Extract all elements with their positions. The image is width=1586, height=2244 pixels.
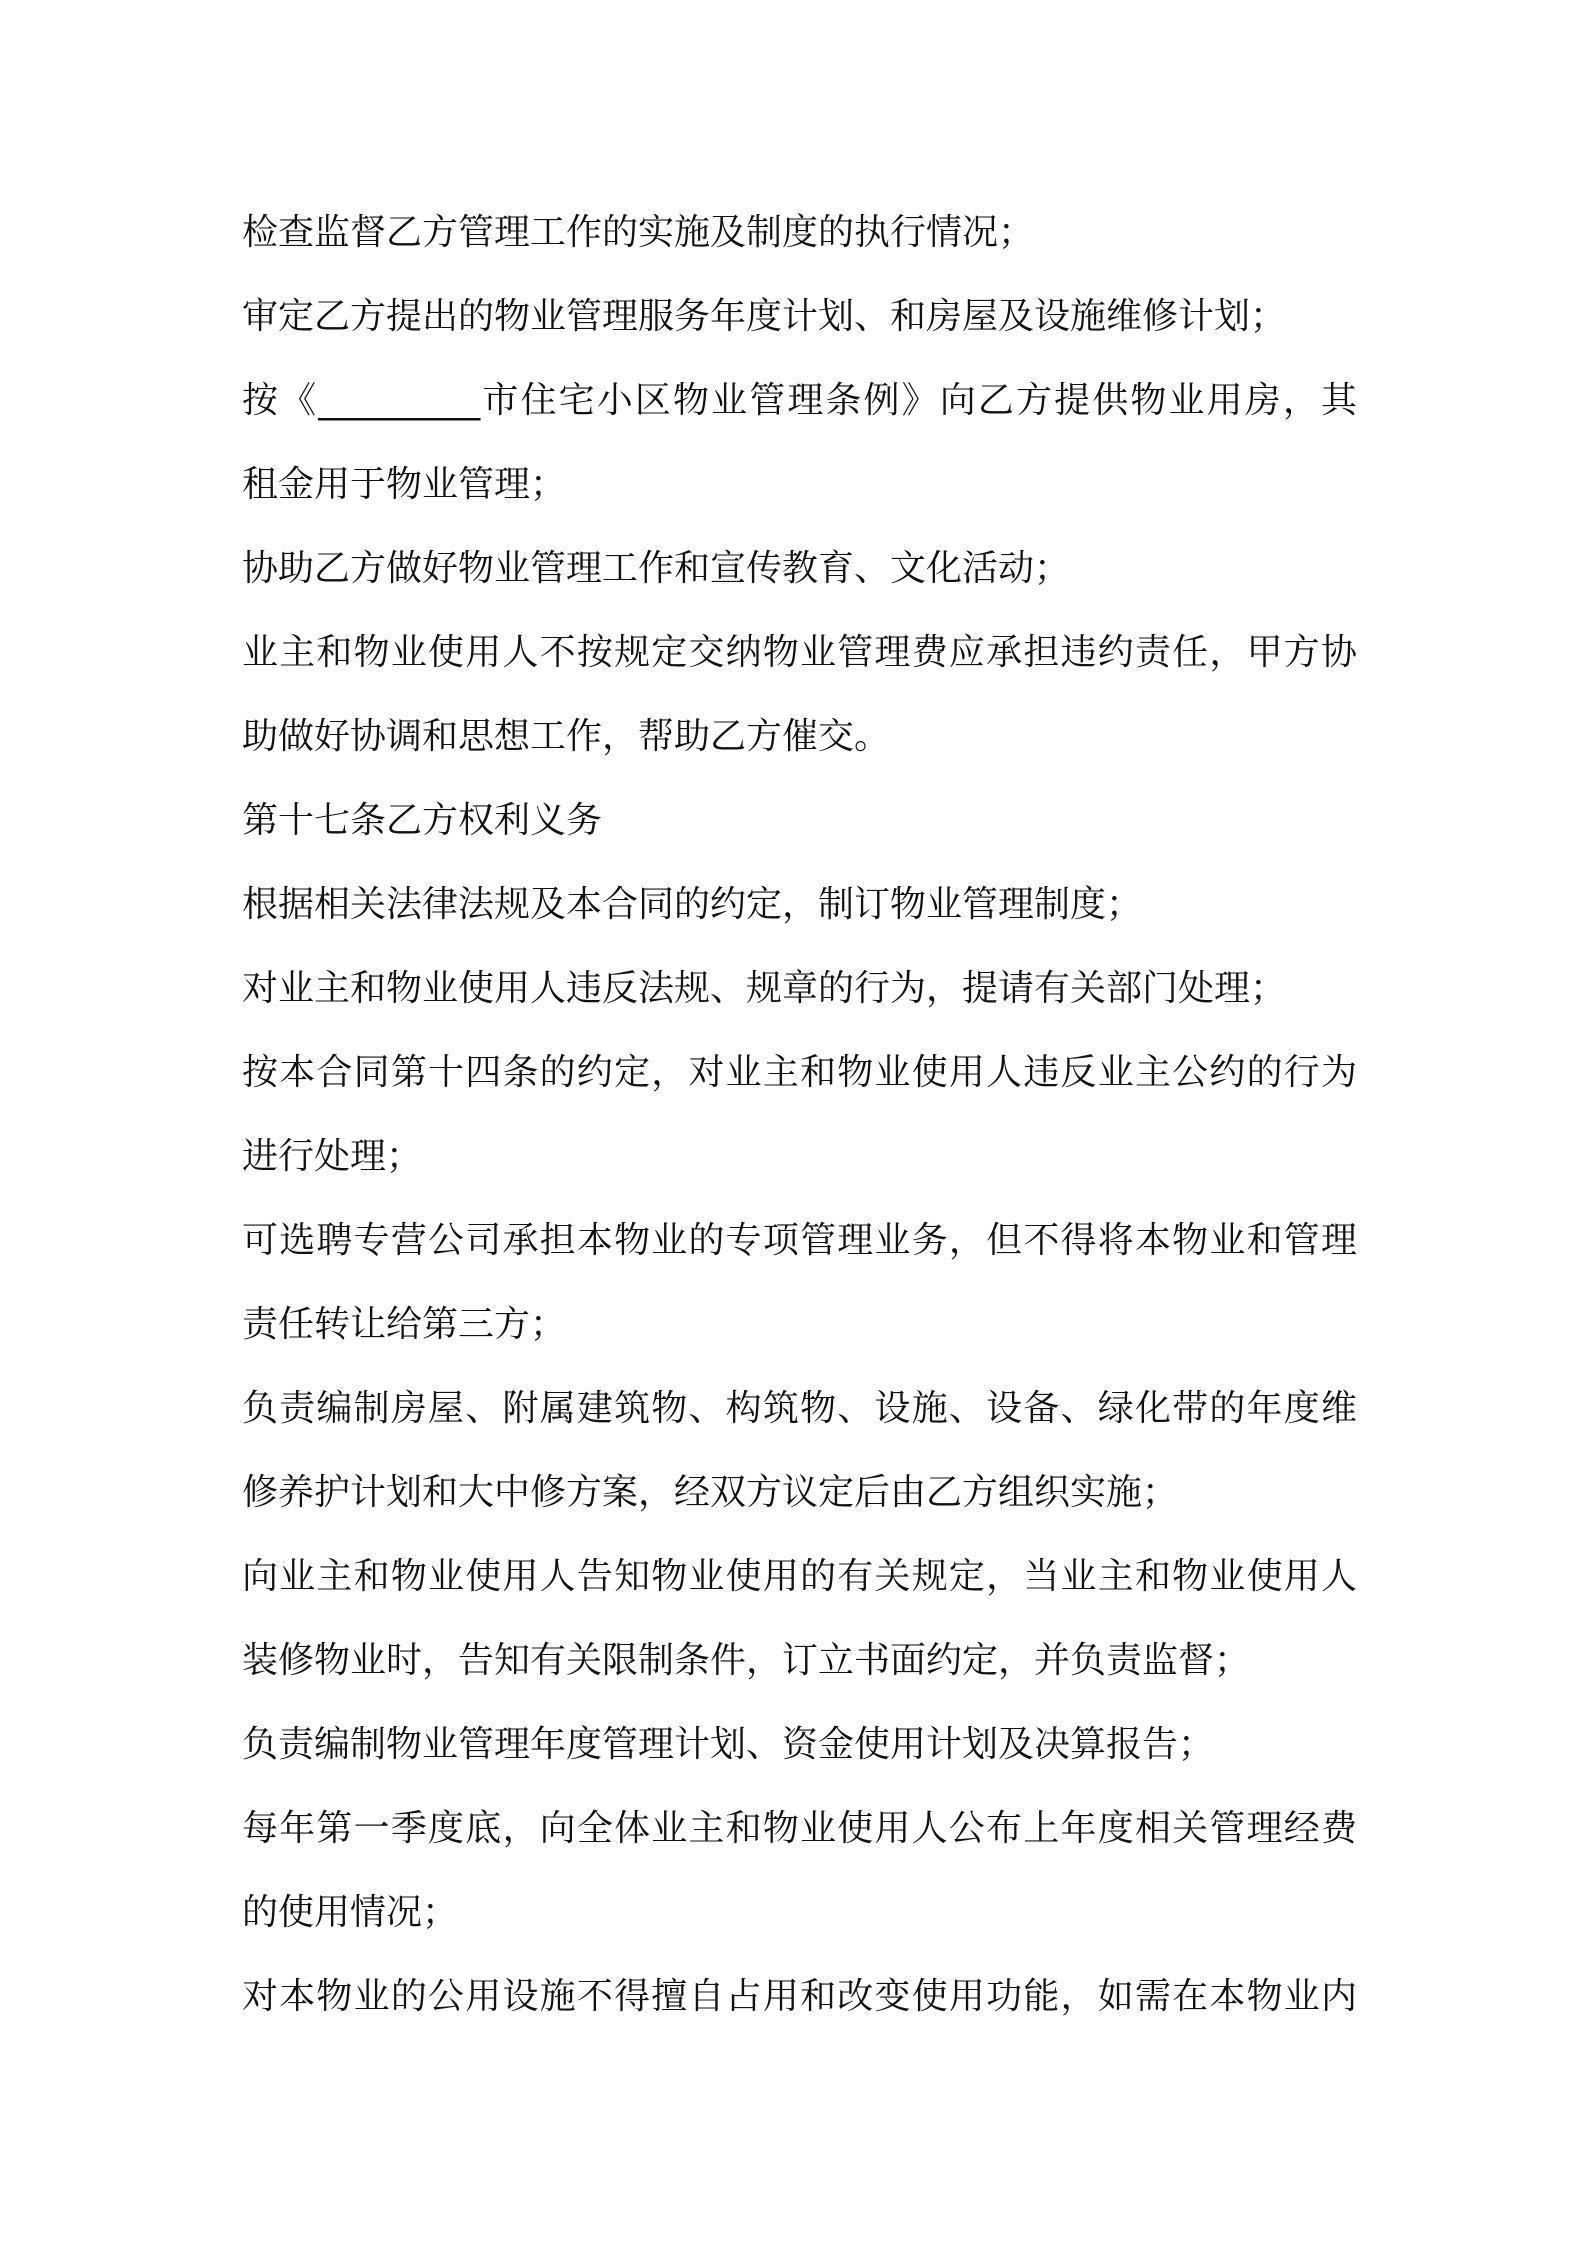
text-line: 责任转让给第三方； (242, 1304, 567, 1345)
text-line: 向业主和物业使用人告知物业使用的有关规定，当业主和物业使用人 (242, 1556, 1357, 1597)
text-line: 的使用情况； (242, 1892, 459, 1933)
text-line: 修养护计划和大中修方案，经双方议定后由乙方组织实施； (242, 1472, 1179, 1513)
text-line: 检查监督乙方管理工作的实施及制度的执行情况； (242, 212, 1035, 253)
text-line: 对业主和物业使用人违反法规、规章的行为，提请有关部门处理； (242, 968, 1287, 1009)
text-line: 进行处理； (242, 1136, 423, 1177)
text-line: 协助乙方做好物业管理工作和宣传教育、文化活动； (242, 548, 1071, 589)
text-line: 负责编制物业管理年度管理计划、资金使用计划及决算报告； (242, 1724, 1215, 1765)
text-line: 按本合同第十四条的约定，对业主和物业使用人违反业主公约的行为 (242, 1052, 1357, 1093)
document-body (242, 191, 1362, 2039)
text-line: 每年第一季度底，向全体业主和物业使用人公布上年度相关管理经费 (242, 1808, 1357, 1849)
text-line: 负责编制房屋、附属建筑物、构筑物、设施、设备、绿化带的年度维 (242, 1388, 1357, 1429)
text-line: 按《_________市住宅小区物业管理条例》向乙方提供物业用房，其 (242, 380, 1357, 421)
text-line: 对本物业的公用设施不得擅自占用和改变使用功能，如需在本物业内 (242, 1976, 1357, 2017)
text-line: 根据相关法律法规及本合同的约定，制订物业管理制度； (242, 884, 1143, 925)
section-heading: 第十七条乙方权利义务 (242, 800, 603, 841)
text-line: 装修物业时，告知有关限制条件，订立书面约定，并负责监督； (242, 1640, 1251, 1681)
text-line: 可选聘专营公司承担本物业的专项管理业务，但不得将本物业和管理 (242, 1220, 1357, 1261)
text-line: 业主和物业使用人不按规定交纳物业管理费应承担违约责任，甲方协 (242, 632, 1357, 673)
text-line: 审定乙方提出的物业管理服务年度计划、和房屋及设施维修计划； (242, 296, 1287, 337)
text-line: 租金用于物业管理； (242, 464, 567, 505)
text-line: 助做好协调和思想工作，帮助乙方催交。 (242, 716, 891, 757)
